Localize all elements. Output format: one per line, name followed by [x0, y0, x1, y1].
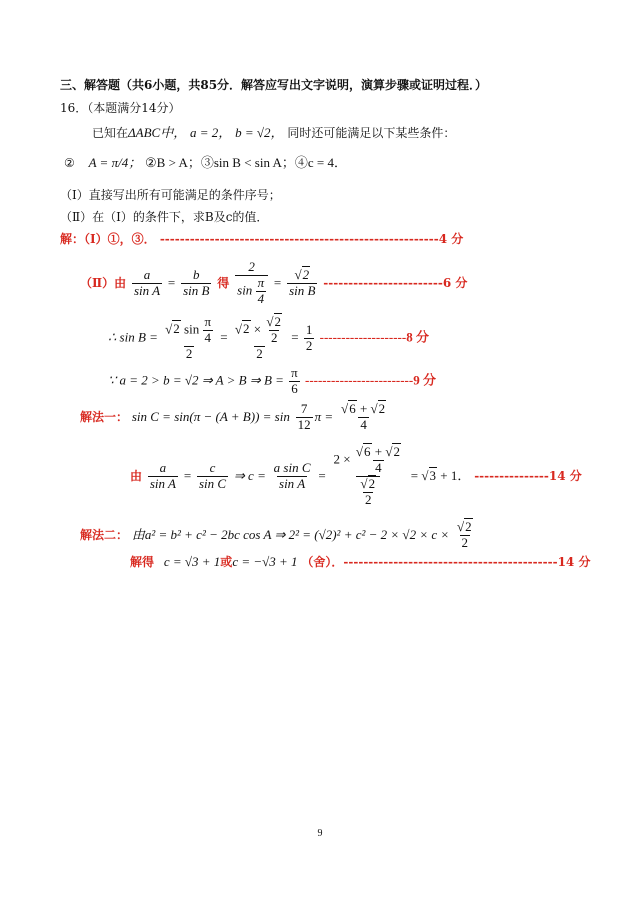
solution-1-dash: -------------------------------------------------------- — [159, 232, 439, 246]
given-prefix: 已知在 — [92, 126, 129, 140]
fraction-root2-over-sinB: $\frac{√2}{\text{sin B}}$ — [289, 266, 316, 298]
solve-dash: ------------------------------------------- — [343, 555, 558, 569]
fraction-pi-over-6: $\frac{\pi}{6}$ — [291, 365, 298, 396]
fraction-one-half: $\frac{1}{2}$ — [305, 321, 313, 353]
solve-score: 14 分 — [557, 555, 591, 569]
fraction-b-over-sinB: $\frac{b}{\text{sin B}}$ — [183, 266, 210, 298]
solve-eq-2: c = −√3 + 1 — [232, 554, 298, 569]
method-1: 解法一： sin C = sin(π − (A + B)) = sin $\frac{7}{12}$ π = $\frac{√6 + √2}{4}$ — [80, 402, 390, 433]
solution-4-score: 9 分 — [413, 372, 436, 388]
solution-1-score: 4 分 — [438, 232, 464, 246]
solution-4-dash: ------------------------- — [304, 372, 414, 388]
conditions-line — [64, 155, 347, 171]
page-number: 9 — [317, 828, 323, 839]
solution-4 — [108, 366, 436, 397]
solution-2-dash: ------------------------ — [323, 275, 443, 290]
condition-1-label: ② — [64, 156, 75, 170]
fraction-7-over-12: $\frac{7}{12}$ — [297, 401, 311, 432]
fraction-2-over-sinpi4: 2 sin $\frac{\pi}{4}$ — [235, 260, 268, 307]
solution-2-mid: 得 — [217, 275, 230, 290]
fraction-a-over-sinA: $\frac{a}{\text{sin A}}$ — [133, 266, 161, 298]
fraction-sinC-value: $\frac{√6 + √2}{4}$ — [341, 401, 386, 432]
fraction-asinC-over-sinA: $\frac{\text{a sin C}}{\text{sin A}}$ — [273, 459, 311, 491]
method-1-c-score: 14 分 — [548, 468, 582, 483]
solution-3-dash: -------------------- — [319, 329, 407, 345]
problem-header: 16．（本题满分14分） — [60, 101, 181, 115]
solve-reject: （舍）． — [301, 555, 344, 569]
solve-line — [130, 554, 590, 570]
given-line — [92, 125, 455, 141]
solution-2-score: 6 分 — [442, 275, 468, 290]
given-b: b = √2， — [235, 125, 284, 140]
method-1-eq: sin C = sin(π − (A + B)) = sin — [131, 408, 290, 424]
method-2-eq: 由a² = b² + c² − 2bc cos A ⇒ 2² = (√2)² + c² − 2 × √2 × c × — [131, 526, 450, 542]
condition-1: A = π/4； — [88, 155, 142, 170]
solution-4-text: ∵ a = 2 > b = √2 ⇒ A > B ⇒ B = — [108, 372, 284, 388]
conditions-rest: ②B > A；③sin B < sin A；④c = 4． — [145, 155, 347, 170]
method-1-label: 解法一： — [80, 409, 129, 424]
part-2: （Ⅱ）在（Ⅰ）的条件下，求B及c的值． — [60, 210, 269, 224]
solve-eq-1: c = √3 + 1 — [163, 554, 221, 569]
fraction-c-computation: 2 × $\frac{√6 + √2}{4}$ $\frac{√2}{2}$ — [333, 444, 400, 507]
solution-3-score: 8 分 — [406, 329, 429, 345]
solve-label: 解得 — [130, 555, 155, 569]
method-2 — [80, 520, 477, 551]
method-2-label: 解法二： — [80, 527, 129, 542]
method-1-c-prefix: 由 — [130, 468, 143, 483]
solution-1-text: 解：（Ⅰ）①，③． — [60, 232, 156, 246]
fraction-sinB-step1: √2 sin $\frac{\pi}{4}$ 2 — [165, 314, 212, 361]
method-1-c-dash: --------------- — [474, 468, 549, 483]
solution-2-prefix: （Ⅱ）由 — [80, 275, 127, 290]
fraction-sinB-step2: √2 × $\frac{√2}{2}$ 2 — [234, 314, 282, 361]
part-1: （Ⅰ）直接写出所有可能满足的条件序号； — [60, 188, 281, 202]
fraction-c-over-sinC: $\frac{c}{\text{sin C}}$ — [198, 459, 227, 491]
solution-2: （Ⅱ）由 $\frac{a}{\text{sin A}}$ = $\frac{b}{\text{sin B}}$ 得 2 sin $\frac{\pi}{4}$ = $\frac{√2}{\text{sin B}}$ ------------------------6 分 — [80, 259, 468, 306]
solution-3: ∴ sin B = √2 sin $\frac{\pi}{4}$ 2 = √2 × $\frac{√2}{2}$ 2 = $\frac{1}{2}$ --------------------8 分 — [108, 314, 429, 361]
fraction-root2-over-2: $\frac{√2}{2}$ — [456, 519, 472, 550]
given-suffix: 同时还可能满足以下某些条件： — [287, 126, 456, 140]
given-a: a = 2， — [190, 125, 232, 140]
solution-1 — [60, 232, 463, 246]
fraction-a-over-sinA-2: $\frac{a}{\text{sin A}}$ — [149, 459, 176, 491]
given-triangle: ΔABC中， — [128, 125, 187, 140]
solve-or: 或 — [220, 555, 233, 569]
section-title: 三、解答题（共6小题，共85分．解答应写出文字说明，演算步骤或证明过程．） — [60, 78, 488, 92]
method-1-c: 由 $\frac{a}{\text{sin A}}$ = $\frac{c}{\text{sin C}}$ ⇒ c = $\frac{\text{a sin C}}{\text{sin A}}$ = 2 × $\frac{√6 + √2}{4}$ $\frac{√2}{2}$ = √3 + 1． ---------------14 分 — [130, 444, 582, 507]
